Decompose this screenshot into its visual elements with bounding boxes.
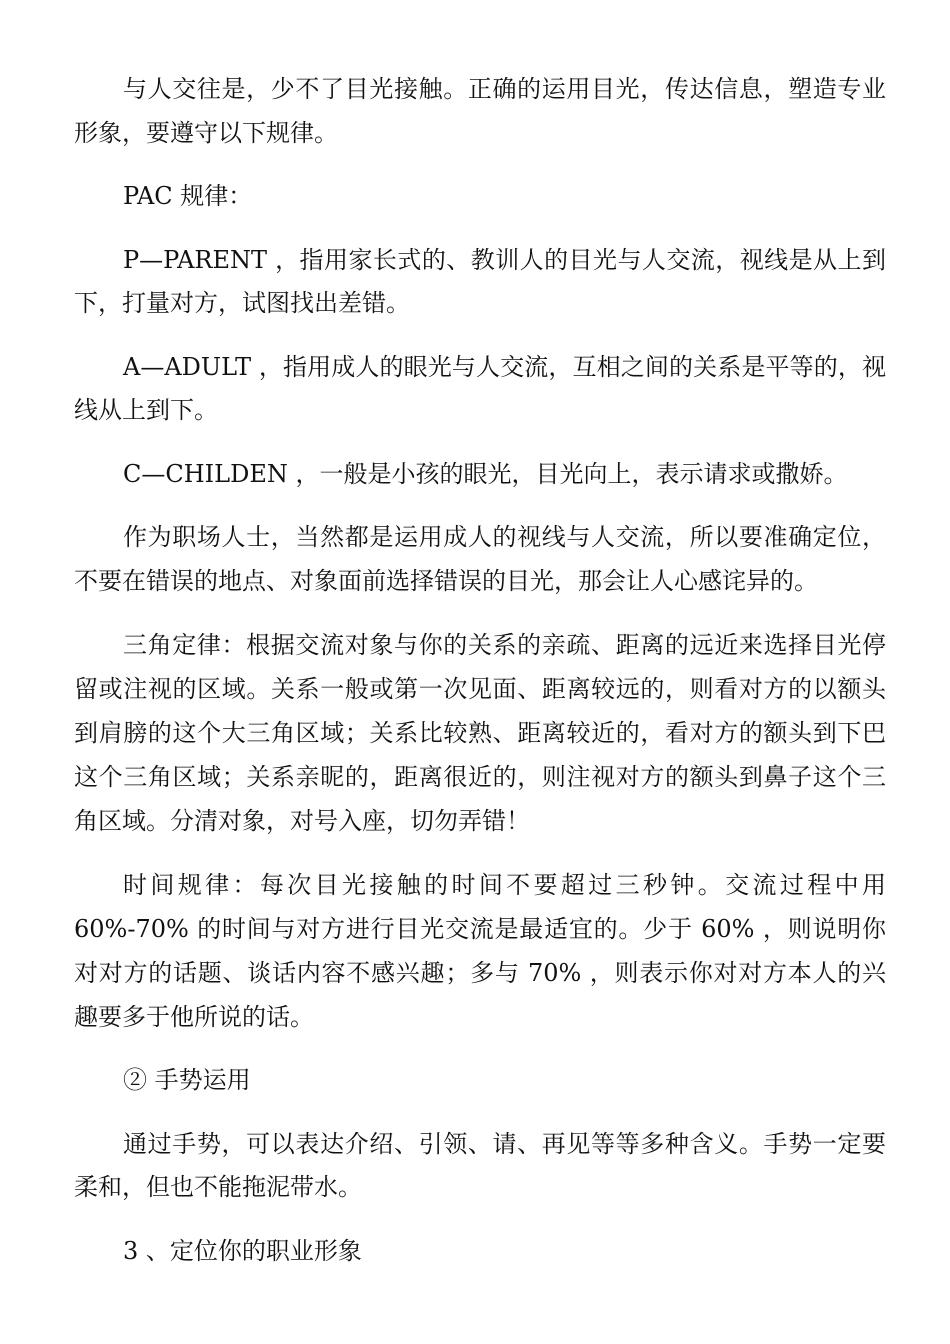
paragraph-eye-contact-intro: 与人交往是，少不了目光接触。正确的运用目光，传达信息，塑造专业形象，要遵守以下规律。 xyxy=(74,75,886,147)
document-page xyxy=(74,68,886,1293)
paragraph-child: C—CHILDEN ，一般是小孩的眼光，目光向上，表示请求或撒娇。 xyxy=(123,459,848,488)
paragraph-time-rule: 时间规律：每次目光接触的时间不要超过三秒钟。交流过程中用 60%-70% 的时间与对方进行目光交流是最适宜的。少于 60% ，则说明你对对方的话题、谈话内容不感兴趣；多与 70% ，则表示你对对方本人的兴趣要多于他所说的话。 xyxy=(74,871,886,1031)
heading-gesture-use: ② 手势运用 xyxy=(123,1066,251,1094)
heading-pac-rule: PAC 规律： xyxy=(123,182,253,210)
paragraph-professional: 作为职场人士，当然都是运用成人的视线与人交流，所以要准确定位，不要在错误的地点、对象面前选择错误的目光，那会让人心感诧异的。 xyxy=(74,523,886,595)
paragraph-adult: A—ADULT ，指用成人的眼光与人交流，互相之间的关系是平等的，视线从上到下。 xyxy=(74,352,886,424)
paragraph-parent: P—PARENT ，指用家长式的、教训人的目光与人交流，视线是从上到下，打量对方，试图找出差错。 xyxy=(74,245,886,317)
paragraph-triangle-rule: 三角定律：根据交流对象与你的关系的亲疏、距离的远近来选择目光停留或注视的区域。关系一般或第一次见面、距离较远的，则看对方的以额头到肩膀的这个大三角区域；关系比较熟、距离较近的，看对方的额头到下巴这个三角区域；关系亲昵的，距离很近的，则注视对方的额头到鼻子这个三角区域。分清对象，对号入座，切勿弄错！ xyxy=(74,631,886,835)
paragraph-gestures: 通过手势，可以表达介绍、引领、请、再见等等多种含义。手势一定要柔和，但也不能拖泥带水。 xyxy=(74,1129,886,1201)
heading-career-image: 3 、定位你的职业形象 xyxy=(123,1236,362,1265)
